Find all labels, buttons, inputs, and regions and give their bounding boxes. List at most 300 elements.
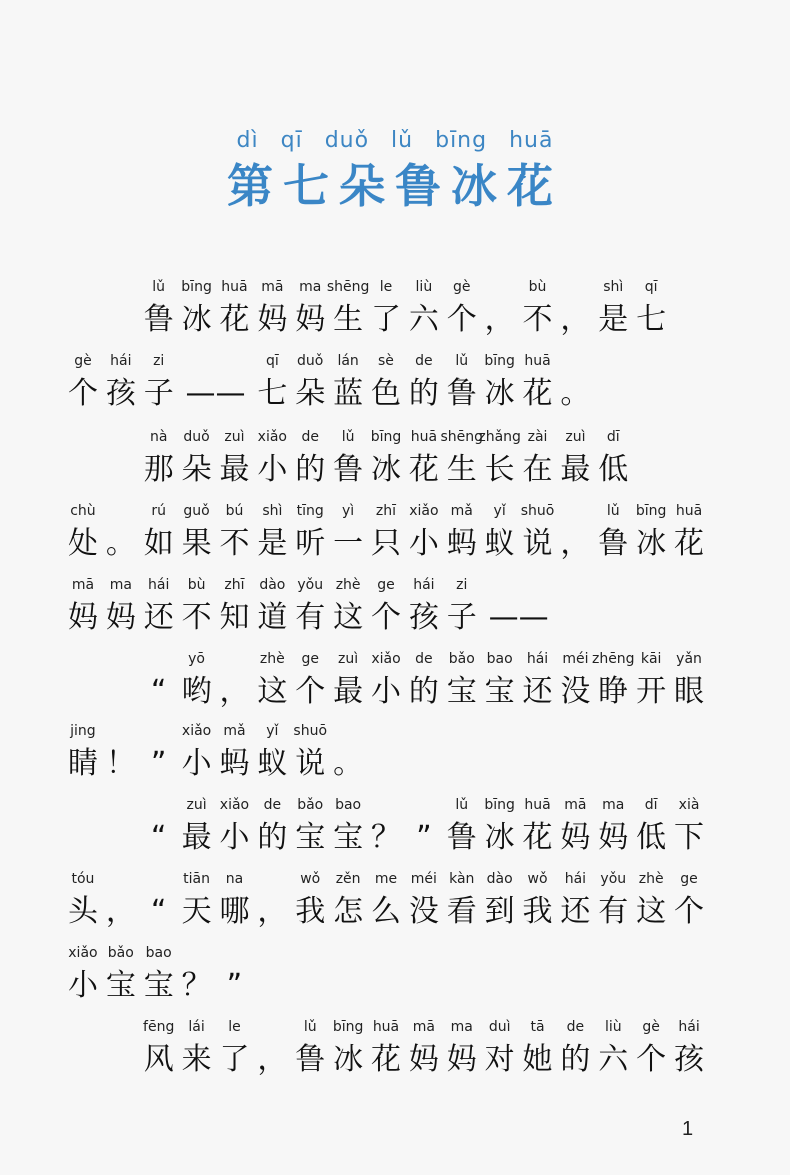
hanzi: 宝 bbox=[333, 820, 364, 855]
hanzi: 子 bbox=[143, 376, 174, 411]
pinyin: dī bbox=[644, 797, 658, 813]
pinyin: xiǎo bbox=[68, 945, 98, 961]
hanzi: 鲁 bbox=[446, 820, 477, 855]
pinyin: sè bbox=[378, 353, 394, 369]
pinyin: jing bbox=[70, 723, 96, 739]
hanzi: 蚁 bbox=[257, 746, 288, 781]
hanzi: 不 bbox=[219, 526, 250, 561]
hanzi: 天 bbox=[181, 894, 212, 929]
hanzi: 宝 bbox=[143, 968, 174, 1003]
pinyin: lǔ bbox=[455, 797, 469, 813]
hanzi: 花 bbox=[408, 452, 439, 487]
character-unit bbox=[140, 352, 178, 424]
pinyin: bīng bbox=[332, 1019, 364, 1035]
hanzi: 下 bbox=[674, 820, 705, 855]
hanzi: ！ bbox=[105, 746, 136, 781]
hanzi: 花 bbox=[522, 376, 553, 411]
pinyin: huā bbox=[524, 353, 551, 369]
hanzi: 生 bbox=[446, 452, 477, 487]
hanzi: 还 bbox=[560, 894, 591, 929]
hanzi: 个 bbox=[370, 600, 401, 635]
pinyin: tiān bbox=[183, 871, 210, 887]
hanzi: 冰 bbox=[484, 376, 515, 411]
pinyin: yì bbox=[342, 503, 355, 519]
character-unit bbox=[556, 352, 594, 424]
pinyin: le bbox=[379, 279, 393, 295]
pinyin: yō bbox=[188, 651, 205, 667]
pinyin: xiǎo bbox=[409, 503, 439, 519]
hanzi: ， bbox=[560, 526, 591, 561]
pinyin: de bbox=[566, 1019, 585, 1035]
pinyin: mā bbox=[71, 577, 95, 593]
text-line bbox=[64, 870, 708, 942]
pinyin: gè bbox=[74, 353, 92, 369]
pinyin: yǐ bbox=[266, 723, 279, 739]
hanzi: 一 bbox=[333, 526, 364, 561]
hanzi: ， bbox=[257, 894, 288, 929]
character-unit bbox=[519, 278, 557, 350]
pinyin: tā bbox=[530, 1019, 545, 1035]
pinyin: bù bbox=[528, 279, 547, 295]
hanzi: 个 bbox=[446, 302, 477, 337]
hanzi: 朵 bbox=[295, 376, 326, 411]
pinyin: huā bbox=[675, 503, 703, 519]
hanzi: 冰 bbox=[333, 1042, 364, 1077]
hanzi: 花 bbox=[370, 1042, 401, 1077]
character-unit bbox=[367, 796, 405, 868]
hanzi: 宝 bbox=[484, 674, 515, 709]
hanzi: 花 bbox=[522, 820, 553, 855]
hanzi: —— bbox=[185, 376, 246, 411]
pinyin: xiǎo bbox=[181, 723, 212, 739]
hanzi: 最 bbox=[333, 674, 364, 709]
hanzi: 七 bbox=[636, 302, 667, 337]
pinyin: duǒ bbox=[183, 429, 210, 445]
text-line bbox=[64, 796, 708, 868]
pinyin: rú bbox=[151, 503, 166, 519]
hanzi: 不 bbox=[181, 600, 212, 635]
hanzi: 。 bbox=[560, 376, 591, 411]
character-unit bbox=[443, 576, 481, 648]
pinyin: zhǎng bbox=[478, 429, 521, 445]
hanzi: 么 bbox=[370, 894, 401, 929]
hanzi: 小 bbox=[408, 526, 439, 561]
pinyin: shì bbox=[262, 503, 283, 519]
pinyin: ma bbox=[299, 279, 322, 295]
hanzi: 六 bbox=[408, 302, 439, 337]
hanzi: 孩 bbox=[674, 1042, 705, 1077]
pinyin: liù bbox=[415, 279, 433, 295]
text-line bbox=[64, 278, 708, 350]
hanzi: 有 bbox=[295, 600, 326, 635]
pinyin: zuì bbox=[565, 429, 586, 445]
hanzi: 最 bbox=[181, 820, 212, 855]
hanzi: 朵 bbox=[181, 452, 212, 487]
hanzi: ？ bbox=[181, 968, 212, 1003]
pinyin: zhī bbox=[375, 503, 397, 519]
pinyin: shì bbox=[603, 279, 624, 295]
pinyin: yǒu bbox=[600, 871, 627, 887]
hanzi: 最 bbox=[219, 452, 250, 487]
hanzi: ， bbox=[484, 302, 515, 337]
character-unit bbox=[64, 722, 102, 794]
pinyin: huā bbox=[221, 279, 248, 295]
hanzi: 个 bbox=[295, 674, 326, 709]
hanzi: 长 bbox=[484, 452, 515, 487]
character-unit bbox=[670, 796, 708, 868]
hanzi: 蚂 bbox=[219, 746, 250, 781]
pinyin: zhī bbox=[224, 577, 245, 593]
character-unit bbox=[670, 1018, 708, 1090]
pinyin: lǔ bbox=[455, 353, 469, 369]
hanzi: 蚁 bbox=[484, 526, 515, 561]
pinyin: hái bbox=[526, 651, 549, 667]
pinyin: ma bbox=[109, 577, 132, 593]
hanzi: 。 bbox=[333, 746, 364, 781]
hanzi: 鲁 bbox=[598, 526, 629, 561]
hanzi: 生 bbox=[333, 302, 364, 337]
hanzi: 睁 bbox=[598, 674, 629, 709]
hanzi: 到 bbox=[484, 894, 515, 929]
pinyin: lán bbox=[337, 353, 359, 369]
pinyin: hái bbox=[564, 871, 587, 887]
hanzi: 这 bbox=[636, 894, 667, 929]
hanzi: 还 bbox=[143, 600, 174, 635]
character-unit bbox=[329, 722, 367, 794]
hanzi: 哪 bbox=[219, 894, 250, 929]
character-unit bbox=[291, 722, 329, 794]
pinyin: nà bbox=[149, 429, 168, 445]
pinyin: lǔ bbox=[303, 1019, 317, 1035]
hanzi: 的 bbox=[408, 674, 439, 709]
hanzi: 还 bbox=[522, 674, 553, 709]
pinyin: gè bbox=[642, 1019, 660, 1035]
page-number: 1 bbox=[682, 1118, 694, 1140]
hanzi: 的 bbox=[295, 452, 326, 487]
text-line bbox=[64, 944, 708, 1016]
pinyin: ge bbox=[377, 577, 395, 593]
hanzi: 只 bbox=[370, 526, 401, 561]
pinyin: dào bbox=[259, 577, 286, 593]
pinyin: huā bbox=[372, 1019, 400, 1035]
pinyin: duì bbox=[488, 1019, 511, 1035]
hanzi: 听 bbox=[295, 526, 326, 561]
hanzi: 的 bbox=[560, 1042, 591, 1077]
hanzi: 小 bbox=[67, 968, 98, 1003]
pinyin: liù bbox=[604, 1019, 622, 1035]
hanzi: 说 bbox=[522, 526, 553, 561]
hanzi: ， bbox=[560, 302, 591, 337]
hanzi: 鲁 bbox=[295, 1042, 326, 1077]
pinyin: bīng bbox=[370, 429, 402, 445]
pinyin: bao bbox=[145, 945, 172, 961]
pinyin: xiǎo bbox=[257, 429, 287, 445]
pinyin: bao bbox=[335, 797, 362, 813]
hanzi: 在 bbox=[522, 452, 553, 487]
pinyin: hái bbox=[148, 577, 170, 593]
hanzi: 低 bbox=[636, 820, 667, 855]
pinyin: zuì bbox=[186, 797, 207, 813]
pinyin: ma bbox=[602, 797, 625, 813]
character-unit bbox=[140, 944, 178, 1016]
text-line bbox=[64, 576, 708, 648]
hanzi: 了 bbox=[219, 1042, 250, 1077]
pinyin: zěn bbox=[335, 871, 361, 887]
hanzi: 冰 bbox=[636, 526, 667, 561]
pinyin: ma bbox=[450, 1019, 473, 1035]
character-unit bbox=[443, 278, 481, 350]
pinyin: gè bbox=[453, 279, 471, 295]
pinyin: bǎo bbox=[448, 651, 475, 667]
pinyin: zi bbox=[153, 353, 165, 369]
pinyin: tīng bbox=[296, 503, 324, 519]
pinyin: dào bbox=[486, 871, 513, 887]
pinyin: yǒu bbox=[297, 577, 324, 593]
pinyin: de bbox=[301, 429, 319, 445]
character-unit bbox=[670, 502, 708, 574]
hanzi: 对 bbox=[484, 1042, 515, 1077]
pinyin: xiǎo bbox=[219, 797, 250, 813]
pinyin: bao bbox=[486, 651, 513, 667]
hanzi: 睛 bbox=[67, 746, 98, 781]
hanzi: 果 bbox=[181, 526, 212, 561]
pinyin: mǎ bbox=[223, 723, 246, 739]
hanzi: ” bbox=[226, 968, 243, 1003]
pinyin: wǒ bbox=[527, 871, 548, 887]
hanzi: 有 bbox=[598, 894, 629, 929]
text-line bbox=[64, 352, 708, 424]
pinyin: shuō bbox=[520, 503, 555, 519]
pinyin: zhè bbox=[335, 577, 361, 593]
pinyin: hái bbox=[678, 1019, 700, 1035]
pinyin: tóu bbox=[71, 871, 95, 887]
pinyin: bīng bbox=[635, 503, 667, 519]
character-unit bbox=[329, 796, 367, 868]
hanzi: 哟 bbox=[181, 674, 212, 709]
character-unit bbox=[594, 428, 632, 500]
pinyin: me bbox=[374, 871, 398, 887]
hanzi: 六 bbox=[598, 1042, 629, 1077]
pinyin: bǎo bbox=[107, 945, 134, 961]
pinyin: bīng bbox=[484, 353, 515, 369]
character-unit bbox=[216, 1018, 254, 1090]
hanzi: 个 bbox=[636, 1042, 667, 1077]
hanzi: 是 bbox=[257, 526, 288, 561]
hanzi: 子 bbox=[446, 600, 477, 635]
hanzi: 道 bbox=[257, 600, 288, 635]
pinyin: bīng bbox=[484, 797, 515, 813]
pinyin: na bbox=[225, 871, 244, 887]
hanzi: 妈 bbox=[67, 600, 98, 635]
character-unit bbox=[216, 870, 254, 942]
pinyin: yǎn bbox=[676, 651, 702, 667]
pinyin: duǒ bbox=[297, 353, 324, 369]
pinyin: zhè bbox=[259, 651, 285, 667]
character-unit bbox=[670, 650, 708, 722]
hanzi: 不 bbox=[522, 302, 553, 337]
hanzi: 妈 bbox=[257, 302, 288, 337]
hanzi: 妈 bbox=[295, 302, 326, 337]
pinyin: de bbox=[415, 353, 433, 369]
character-unit bbox=[178, 650, 216, 722]
hanzi: 怎 bbox=[333, 894, 364, 929]
character-unit bbox=[64, 870, 102, 942]
hanzi: 个 bbox=[67, 376, 98, 411]
pinyin: kàn bbox=[449, 871, 475, 887]
hanzi: 我 bbox=[295, 894, 326, 929]
hanzi: 低 bbox=[598, 452, 629, 487]
text-line bbox=[64, 1018, 708, 1090]
hanzi: 头 bbox=[67, 894, 98, 929]
hanzi: 妈 bbox=[105, 600, 136, 635]
hanzi: 鲁 bbox=[446, 376, 477, 411]
hanzi: —— bbox=[488, 600, 549, 635]
pinyin: huā bbox=[410, 429, 438, 445]
character-unit bbox=[178, 944, 216, 1016]
hanzi: 她 bbox=[522, 1042, 553, 1077]
pinyin: fēng bbox=[143, 1019, 175, 1035]
pinyin: zuì bbox=[338, 651, 359, 667]
hanzi: 鲁 bbox=[143, 302, 174, 337]
pinyin: zài bbox=[527, 429, 548, 445]
hanzi: 小 bbox=[257, 452, 288, 487]
hanzi: 冰 bbox=[370, 452, 401, 487]
pinyin: zuì bbox=[224, 429, 245, 445]
hanzi: 那 bbox=[143, 452, 174, 487]
pinyin: ge bbox=[301, 651, 319, 667]
hanzi: 孩 bbox=[408, 600, 439, 635]
hanzi: 妈 bbox=[560, 820, 591, 855]
hanzi: 宝 bbox=[105, 968, 136, 1003]
character-unit bbox=[519, 352, 557, 424]
character-unit bbox=[64, 502, 102, 574]
pinyin: bú bbox=[225, 503, 244, 519]
hanzi: 眼 bbox=[674, 674, 705, 709]
pinyin: xiǎo bbox=[371, 651, 401, 667]
hanzi: 了 bbox=[370, 302, 401, 337]
hanzi: 我 bbox=[522, 894, 553, 929]
hanzi: 七 bbox=[257, 376, 288, 411]
title-pinyin: dì qī duǒ lǔ bīng huā bbox=[236, 128, 554, 153]
pinyin: zi bbox=[456, 577, 468, 593]
hanzi: 开 bbox=[636, 674, 667, 709]
hanzi: 最 bbox=[560, 452, 591, 487]
hanzi: “ bbox=[150, 674, 167, 709]
text-line bbox=[64, 502, 708, 574]
hanzi: “ bbox=[150, 820, 167, 855]
pinyin: huā bbox=[524, 797, 551, 813]
text-line bbox=[64, 722, 708, 794]
pinyin: chù bbox=[70, 503, 96, 519]
hanzi: ” bbox=[416, 820, 432, 855]
pinyin: de bbox=[415, 651, 433, 667]
pinyin: zhè bbox=[638, 871, 664, 887]
character-unit bbox=[102, 870, 140, 942]
pinyin: wǒ bbox=[300, 871, 321, 887]
text-line bbox=[64, 428, 708, 500]
hanzi: 蓝 bbox=[333, 376, 364, 411]
hanzi: 是 bbox=[598, 302, 629, 337]
pinyin: hái bbox=[110, 353, 132, 369]
hanzi: 妈 bbox=[598, 820, 629, 855]
pinyin: ge bbox=[680, 871, 698, 887]
pinyin: mā bbox=[412, 1019, 435, 1035]
pinyin: bù bbox=[187, 577, 206, 593]
pinyin: bīng bbox=[181, 279, 212, 295]
hanzi: 这 bbox=[333, 600, 364, 635]
hanzi: 处 bbox=[67, 526, 98, 561]
pinyin: kāi bbox=[640, 651, 662, 667]
hanzi: 这 bbox=[257, 674, 288, 709]
pinyin: zhēng bbox=[591, 651, 635, 667]
character-unit bbox=[632, 278, 670, 350]
pinyin: méi bbox=[562, 651, 589, 667]
pinyin: mā bbox=[261, 279, 284, 295]
pinyin: hái bbox=[413, 577, 435, 593]
pinyin: bǎo bbox=[297, 797, 324, 813]
hanzi: 妈 bbox=[408, 1042, 439, 1077]
hanzi: ” bbox=[150, 746, 167, 781]
hanzi: 冰 bbox=[484, 820, 515, 855]
pinyin: lǔ bbox=[152, 279, 166, 295]
hanzi: 宝 bbox=[446, 674, 477, 709]
hanzi: 冰 bbox=[181, 302, 212, 337]
pinyin: qī bbox=[265, 353, 279, 369]
pinyin: shēng bbox=[326, 279, 370, 295]
pinyin: guǒ bbox=[183, 503, 210, 519]
hanzi: 没 bbox=[560, 674, 591, 709]
character-unit bbox=[481, 576, 557, 648]
pinyin: mā bbox=[564, 797, 587, 813]
character-unit bbox=[216, 944, 254, 1016]
pinyin: yǐ bbox=[493, 503, 506, 519]
hanzi: 妈 bbox=[446, 1042, 477, 1077]
pinyin: shuō bbox=[293, 723, 328, 739]
hanzi: 孩 bbox=[105, 376, 136, 411]
pinyin: mǎ bbox=[450, 503, 473, 519]
hanzi: ， bbox=[219, 674, 250, 709]
hanzi: “ bbox=[150, 894, 167, 929]
text-line bbox=[64, 650, 708, 722]
hanzi: ， bbox=[257, 1042, 288, 1077]
hanzi: 没 bbox=[408, 894, 439, 929]
hanzi: ， bbox=[105, 894, 136, 929]
pinyin: le bbox=[228, 1019, 241, 1035]
hanzi: 鲁 bbox=[333, 452, 364, 487]
pinyin: lái bbox=[188, 1019, 205, 1035]
hanzi: 小 bbox=[219, 820, 250, 855]
hanzi: 宝 bbox=[295, 820, 326, 855]
pinyin: shēng bbox=[440, 429, 484, 445]
pinyin: xià bbox=[678, 797, 700, 813]
hanzi: 花 bbox=[219, 302, 250, 337]
hanzi: 小 bbox=[181, 746, 212, 781]
character-unit bbox=[102, 722, 140, 794]
hanzi: ？ bbox=[370, 820, 401, 855]
hanzi: 风 bbox=[143, 1042, 174, 1077]
chapter-title: 第七朵鲁冰花 bbox=[227, 159, 563, 213]
hanzi: 说 bbox=[295, 746, 326, 781]
pinyin: de bbox=[263, 797, 282, 813]
hanzi: 如 bbox=[143, 526, 174, 561]
hanzi: 的 bbox=[257, 820, 288, 855]
pinyin: dī bbox=[606, 429, 620, 445]
character-unit bbox=[519, 502, 557, 574]
pinyin: lǔ bbox=[341, 429, 355, 445]
pinyin: lǔ bbox=[606, 503, 620, 519]
hanzi: 个 bbox=[674, 894, 705, 929]
pinyin: qī bbox=[644, 279, 658, 295]
